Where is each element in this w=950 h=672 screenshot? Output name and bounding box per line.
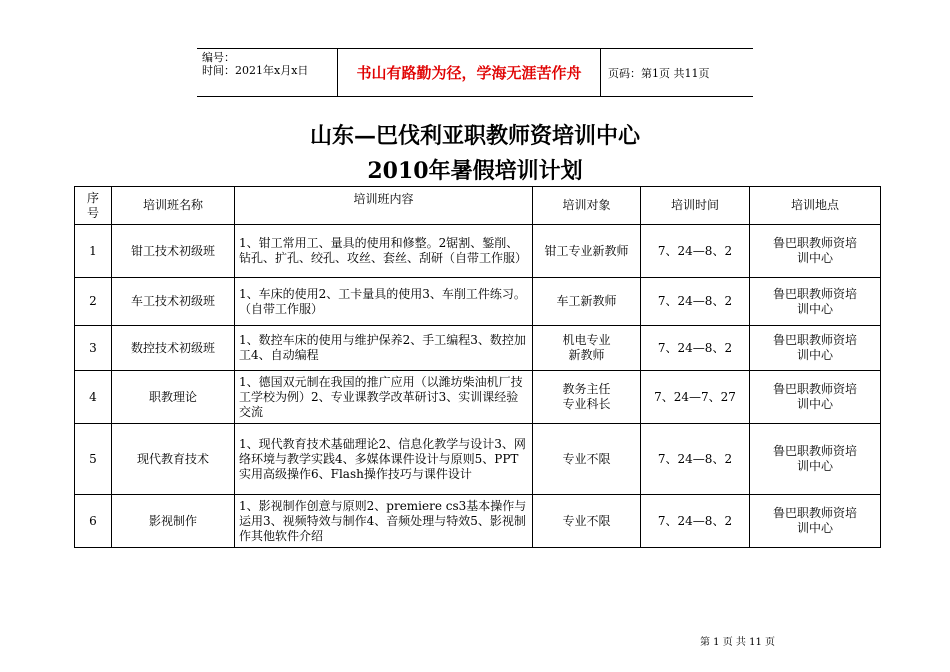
cell-place: 鲁巴职教师资培训中心 [750,424,881,495]
table-row [75,495,881,548]
cell-no: 4 [75,371,112,424]
doc-number-label: 编号： [202,51,235,64]
cell-target: 钳工专业新教师 [533,225,641,278]
cell-time: 7、24—8、2 [641,424,750,495]
cell-name: 车工技术初级班 [112,278,235,326]
cell-target: 机电专业新教师 [533,326,641,371]
page-header [197,48,753,97]
table-row [75,424,881,495]
cell-content: 1、数控车床的使用与维护保养2、手工编程3、数控加工4、自动编程 [235,326,533,371]
col-header-target: 培训对象 [533,187,641,225]
cell-target: 教务主任专业科长 [533,371,641,424]
header-motto: 书山有路勤为径，学海无涯苦作舟 [338,49,601,96]
cell-content: 1、钳工常用工、量具的使用和修整。2锯割、錾削、钻孔、扩孔、绞孔、攻丝、套丝、刮研（自带工作服） [235,225,533,278]
table-header-row [75,187,881,225]
cell-name: 现代教育技术 [112,424,235,495]
cell-no: 2 [75,278,112,326]
cell-content: 1、现代教育技术基础理论2、信息化教学与设计3、网络环境与教学实践4、多媒体课件设计与原则5、PPT实用高级操作6、Flash操作技巧与课件设计 [235,424,533,495]
cell-name: 钳工技术初级班 [112,225,235,278]
document-title: 山东—巴伐利亚职教师资培训中心 [309,123,640,149]
cell-target: 专业不限 [533,424,641,495]
table-row [75,326,881,371]
cell-time: 7、24—8、2 [641,326,750,371]
col-header-content: 培训班内容 [235,187,533,225]
document-subtitle: 2010年暑假培训计划 [367,158,583,184]
table-row [75,371,881,424]
cell-content: 1、车床的使用2、工卡量具的使用3、车削工件练习。（自带工作服） [235,278,533,326]
cell-name: 职教理论 [112,371,235,424]
table-row [75,278,881,326]
cell-name: 数控技术初级班 [112,326,235,371]
cell-name: 影视制作 [112,495,235,548]
header-page-info: 页码：第1页 共11页 [608,66,710,80]
cell-no: 1 [75,225,112,278]
cell-time: 7、24—8、2 [641,495,750,548]
col-header-name: 培训班名称 [112,187,235,225]
cell-place: 鲁巴职教师资培训中心 [750,326,881,371]
cell-place: 鲁巴职教师资培训中心 [750,225,881,278]
cell-place: 鲁巴职教师资培训中心 [750,278,881,326]
cell-content: 1、德国双元制在我国的推广应用（以潍坊柴油机厂技工学校为例）2、专业课教学改革研讨3、实训课经验交流 [235,371,533,424]
cell-content: 1、影视制作创意与原则2、premiere cs3基本操作与运用3、视频特效与制作4、音频处理与特效5、影视制作其他软件介绍 [235,495,533,548]
cell-no: 6 [75,495,112,548]
cell-place: 鲁巴职教师资培训中心 [750,371,881,424]
cell-time: 7、24—8、2 [641,225,750,278]
cell-place: 鲁巴职教师资培训中心 [750,495,881,548]
doc-time-label: 时间：2021年x月x日 [202,64,309,77]
table-row [75,225,881,278]
col-header-time: 培训时间 [641,187,750,225]
cell-target: 专业不限 [533,495,641,548]
cell-no: 5 [75,424,112,495]
cell-target: 车工新教师 [533,278,641,326]
cell-no: 3 [75,326,112,371]
cell-time: 7、24—7、27 [641,371,750,424]
page-footer: 第 1 页 共 11 页 [700,637,775,648]
header-meta [197,49,338,96]
col-header-no: 序号 [75,187,112,225]
cell-time: 7、24—8、2 [641,278,750,326]
col-header-place: 培训地点 [750,187,881,225]
training-plan-table [74,186,881,548]
